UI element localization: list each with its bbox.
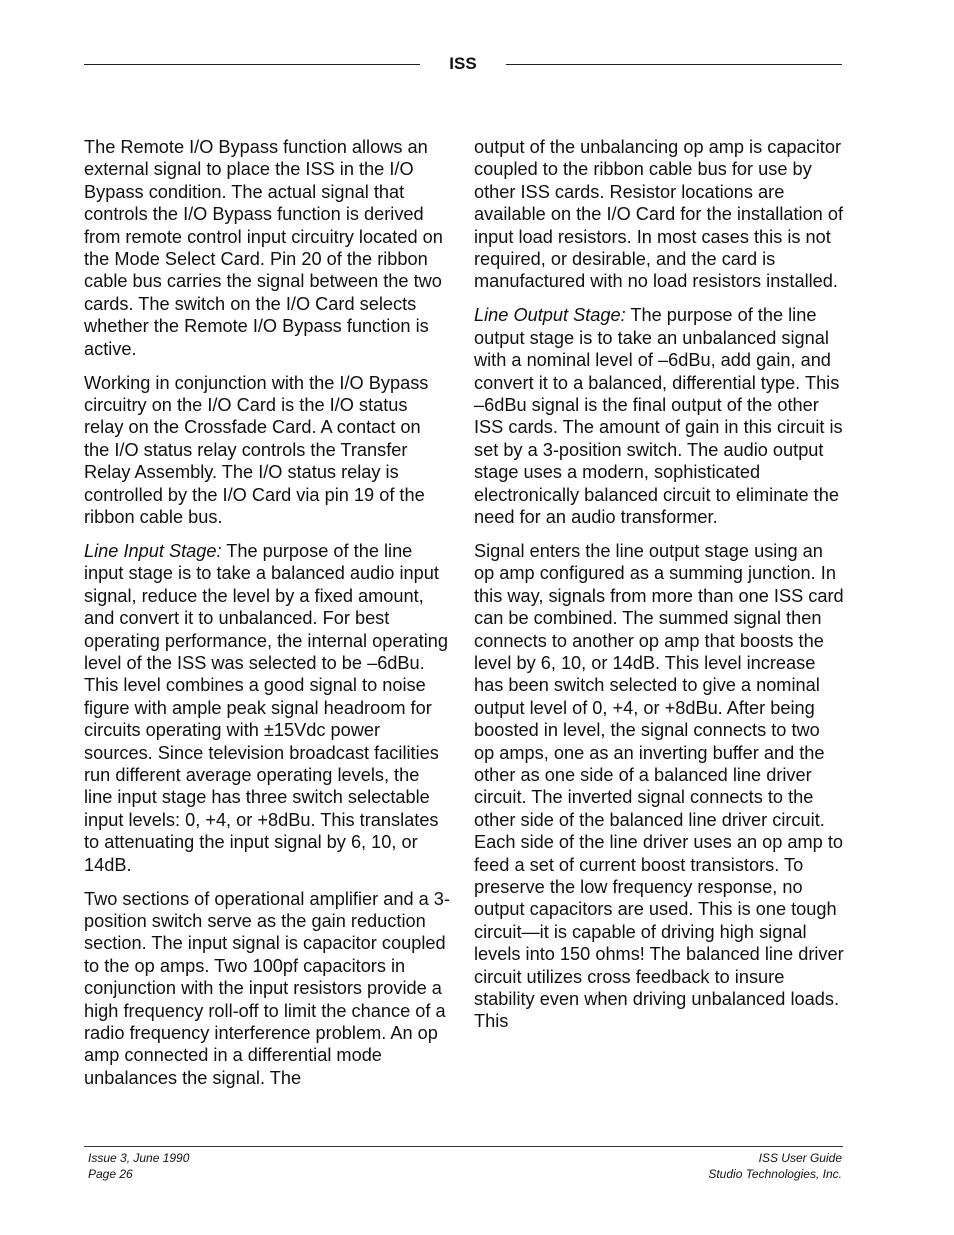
footer-company: Studio Technologies, Inc. xyxy=(708,1167,842,1181)
left-column xyxy=(84,136,450,1089)
footer-guide-title: ISS User Guide xyxy=(758,1151,842,1165)
footer-rule xyxy=(84,1146,843,1147)
line-output-stage-text: The purpose of the line output stage is to take an unbalanced signal with a nominal level of –6dBu, add gain, and convert it to a balanced, differential type. This –6dBu signal is the final output of the other ISS cards. The amount of gain in this circuit is set by a 3-position switch. The audio output stage uses a modern, sophisticated electronically balanced circuit to eliminate the need for an audio transformer. xyxy=(474,305,843,527)
right-column xyxy=(474,136,844,1033)
header-title: ISS xyxy=(449,54,477,73)
footer-page-number: Page 26 xyxy=(88,1167,133,1181)
line-input-stage-text: The purpose of the line input stage is to take a balanced audio input signal, reduce the level by a fixed amount, and convert it to unbalanced. For best operating performance, the internal operating level of the ISS was selected to be –6dBu. This level combines a good signal to noise figure with ample peak signal headroom for circuits operating with ±15Vdc power sources. Since television broadcast facilities run different average operating levels, the line input stage has three switch selectable input levels: 0, +4, or +8dBu. This translates to attenuating the input signal by 6, 10, or 14dB. xyxy=(84,540,448,875)
paragraph-summing-junction: Signal enters the line output stage using an op amp configured as a summing junction. In this way, signals from more than one ISS card can be combined. The summed signal then connects to another op amp that boosts the level by 6, 10, or 14dB. This level increase has been switch selected to give a nominal output level of 0, +4, or +8dBu. After being boosted in level, the signal connects to two op amps, one as an inverting buffer and the other as one side of a balanced line driver circuit. The inverted signal connects to the other side of the balanced line driver circuit. Each side of the line driver uses an op amp to feed a set of current boost transistors. To preserve the low frequency response, no output capacitors are used. This is one tough circuit—it is capable of driving high signal levels into 150 ohms! The balanced line driver circuit utilizes cross feedback to insure stability even when driving unbalanced loads. This xyxy=(474,540,844,1032)
footer-right xyxy=(708,1150,842,1182)
paragraph-remote-io-bypass: The Remote I/O Bypass function allows an external signal to place the ISS in the I/O Bypass condition. The actual signal that controls the I/O Bypass function is derived from remote control input circuitry located on the Mode Select Card. Pin 20 of the ribbon cable bus carries the signal between the two cards. The switch on the I/O Card selects whether the Remote I/O Bypass function is active. xyxy=(84,137,443,359)
header-rule-left xyxy=(84,64,420,65)
page-header xyxy=(84,52,842,76)
line-input-stage-heading: Line Input Stage: xyxy=(84,540,222,561)
paragraph-line-input-stage xyxy=(84,540,450,876)
header-rule-right xyxy=(506,64,842,65)
paragraph-unbalancing-output: output of the unbalancing op amp is capacitor coupled to the ribbon cable bus for use by other ISS cards. Resistor locations are available on the I/O Card for the installation of input load resistors. In most cases this is not required, or desirable, and the card is manufactured with no load resistors installed. xyxy=(474,137,844,292)
paragraph-io-status-relay: Working in conjunction with the I/O Bypass circuitry on the I/O Card is the I/O status relay on the Crossfade Card. A contact on the I/O status relay controls the Transfer Relay Assembly. The I/O status relay is controlled by the I/O Card via pin 19 of the ribbon cable bus. xyxy=(84,372,429,527)
footer-issue: Issue 3, June 1990 xyxy=(88,1151,190,1165)
paragraph-gain-reduction: Two sections of operational amplifier and a 3-position switch serve as the gain reduction section. The input signal is capacitor coupled to the op amps. Two 100pf capacitors in conjunction with the input resistors provide a high frequency roll-off to limit the chance of a radio frequency interference problem. An op amp connected in a differential mode unbalances the signal. The xyxy=(84,888,450,1088)
paragraph-line-output-stage xyxy=(474,304,844,528)
line-output-stage-heading: Line Output Stage: xyxy=(474,305,626,326)
footer-left xyxy=(88,1150,189,1182)
